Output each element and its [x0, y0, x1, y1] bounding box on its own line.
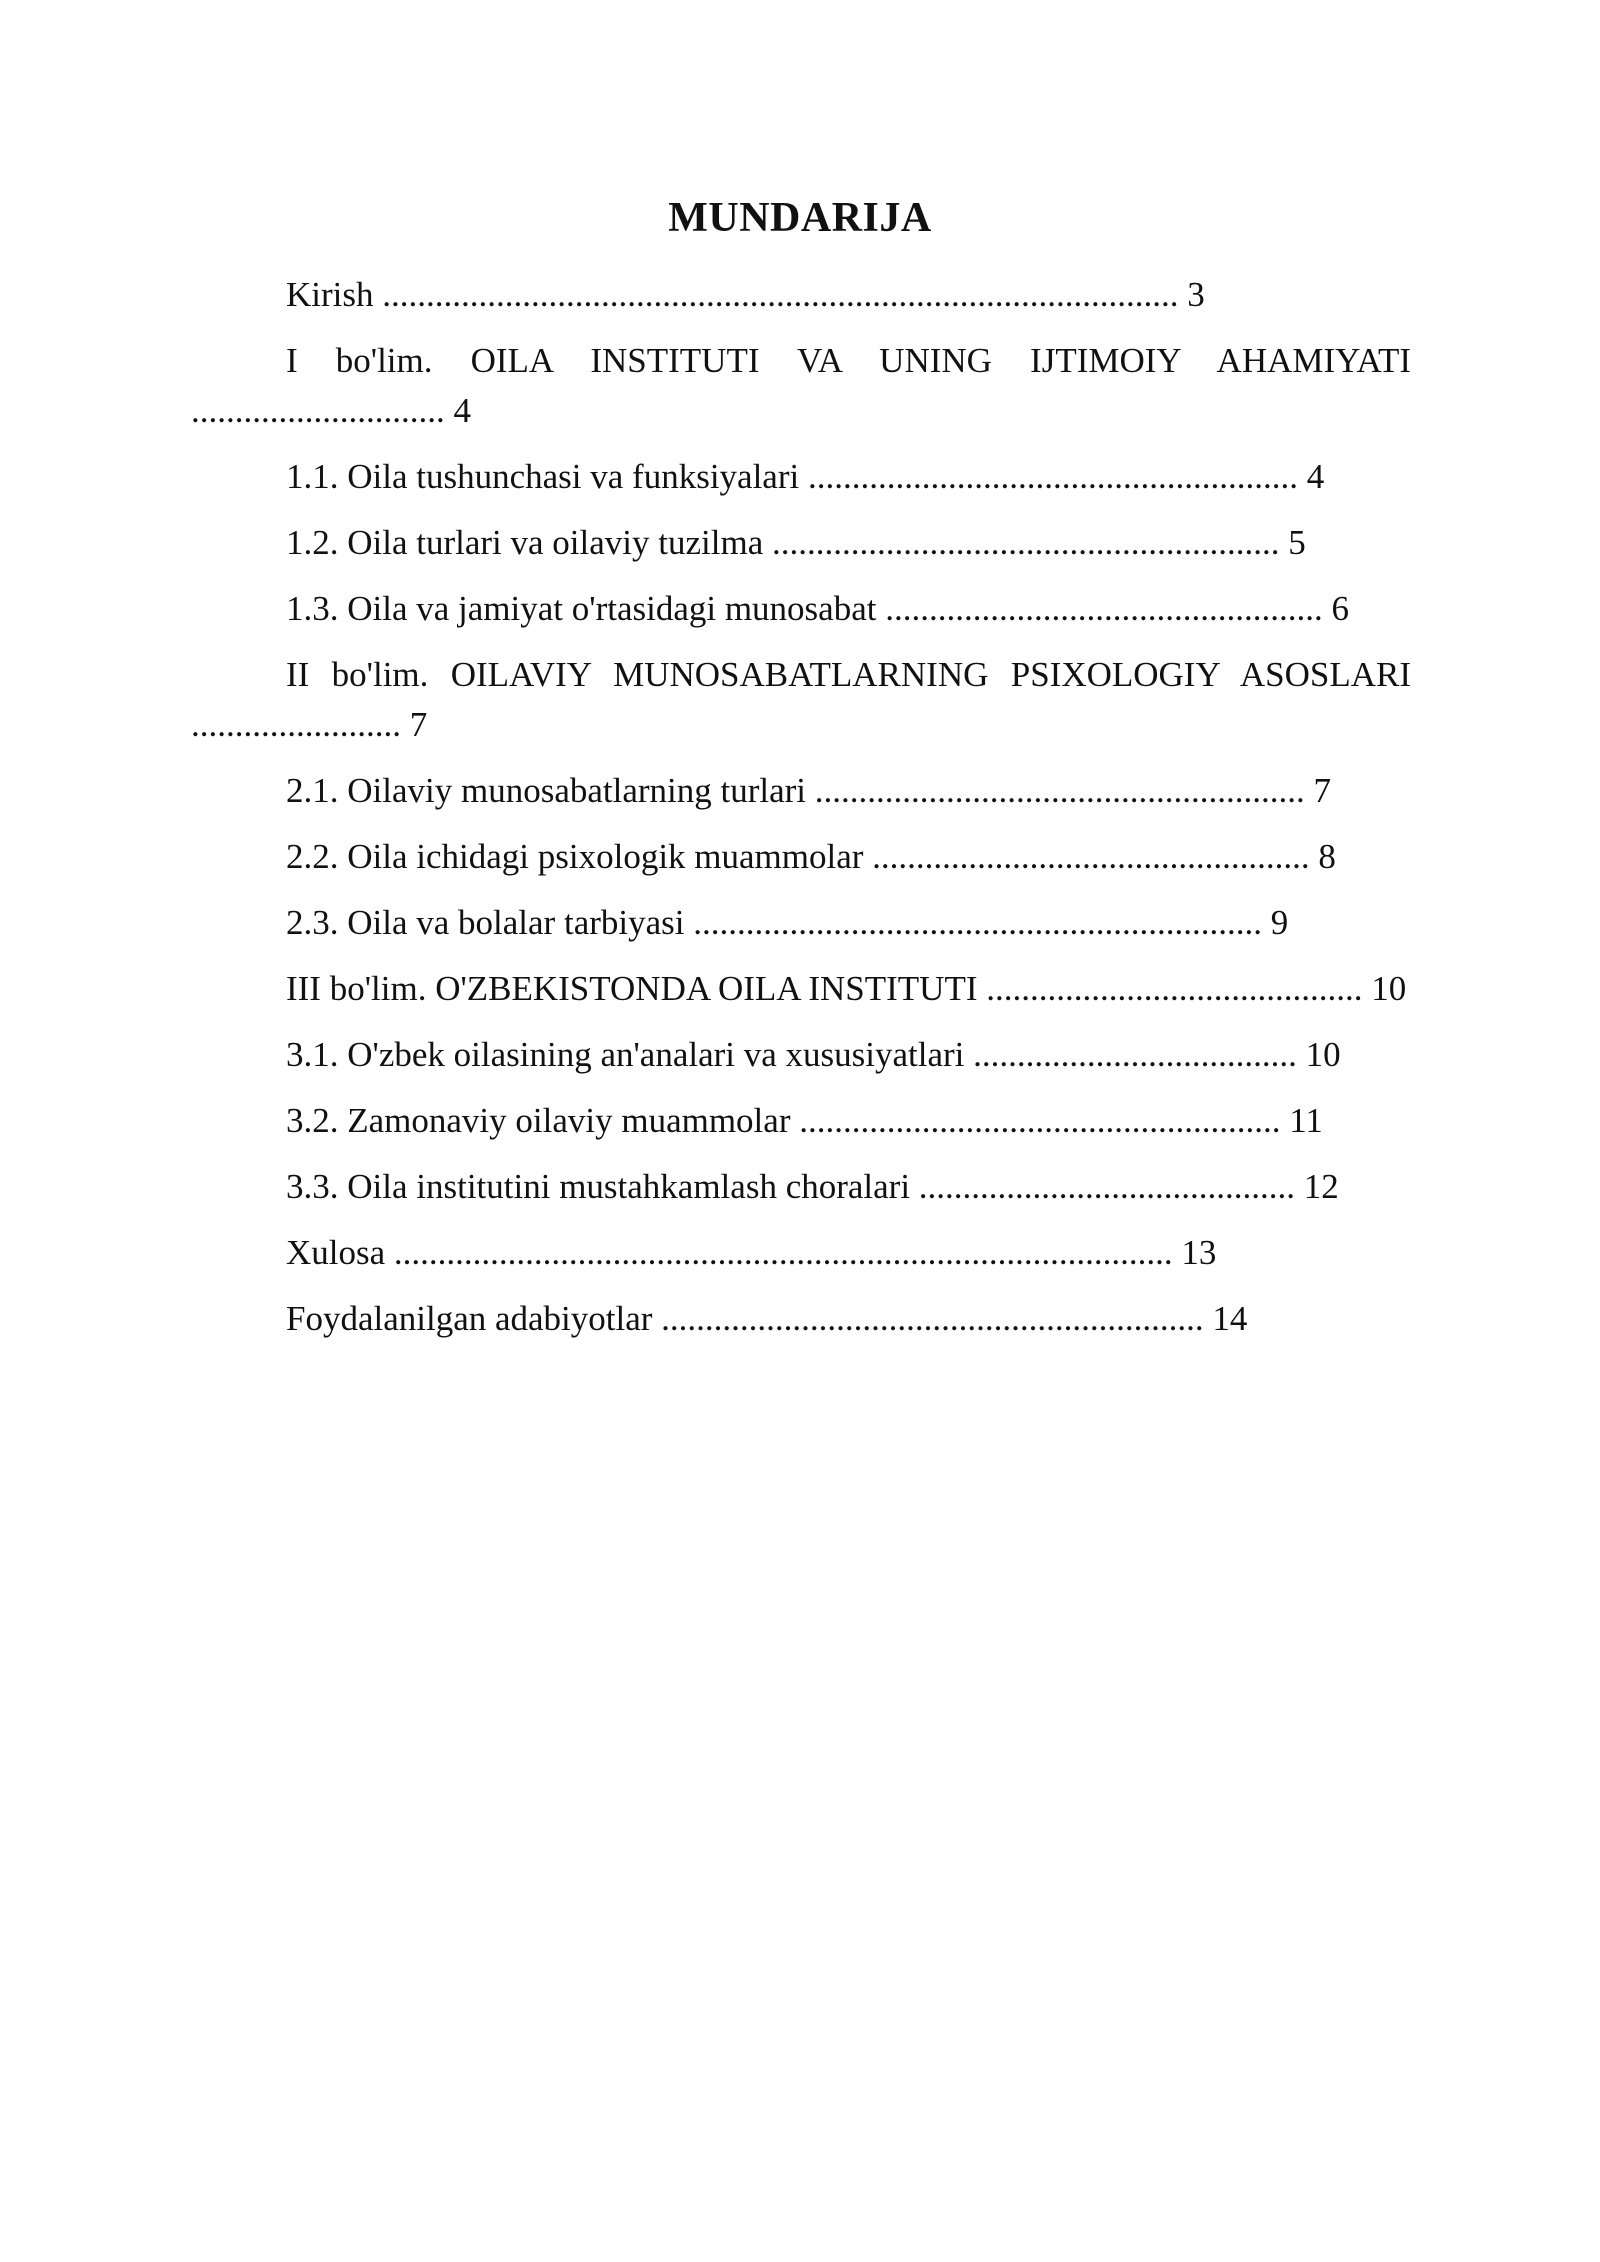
toc-entry-adabiyotlar: Foydalanilgan adabiyotlar .............................................................. 14 [286, 1299, 1248, 1338]
toc-entry-3-3: 3.3. Oila institutini mustahkamlash choralari ........................................... 12 [286, 1167, 1339, 1206]
toc-entry-3-2: 3.2. Zamonaviy oilaviy muammolar ....................................................... 11 [286, 1101, 1323, 1140]
toc-entry-xulosa: Xulosa ......................................................................................... 13 [286, 1233, 1217, 1272]
toc-entry-1-1: 1.1. Oila tushunchasi va funksiyalari ........................................................ 4 [286, 457, 1325, 496]
page-title: MUNDARIJA [668, 195, 932, 241]
toc-entry-kirish: Kirish ........................................................................................... 3 [286, 275, 1205, 314]
toc-entry-1-3: 1.3. Oila va jamiyat o'rtasidagi munosabat .................................................. 6 [286, 589, 1349, 628]
toc-entry-2-2: 2.2. Oila ichidagi psixologik muammolar .................................................. 8 [286, 837, 1336, 876]
toc-entry-2-3: 2.3. Oila va bolalar tarbiyasi ................................................................. 9 [286, 903, 1289, 942]
table-of-contents [191, 270, 1411, 1360]
toc-entry-section-1: I bo'lim. OILA INSTITUTI VA UNING IJTIMOIY AHAMIYATI ............................. 4 [191, 341, 1411, 430]
toc-entry-section-2: II bo'lim. OILAVIY MUNOSABATLARNING PSIXOLOGIY ASOSLARI ........................ 7 [191, 655, 1411, 744]
toc-entry-section-3: III bo'lim. O'ZBEKISTONDA OILA INSTITUTI ........................................... 10 [286, 969, 1407, 1008]
toc-entry-2-1: 2.1. Oilaviy munosabatlarning turlari ........................................................ 7 [286, 771, 1332, 810]
toc-entry-1-2: 1.2. Oila turlari va oilaviy tuzilma .......................................................... 5 [286, 523, 1306, 562]
toc-entry-3-1: 3.1. O'zbek oilasining an'analari va xususiyatlari ..................................... 10 [286, 1035, 1341, 1074]
